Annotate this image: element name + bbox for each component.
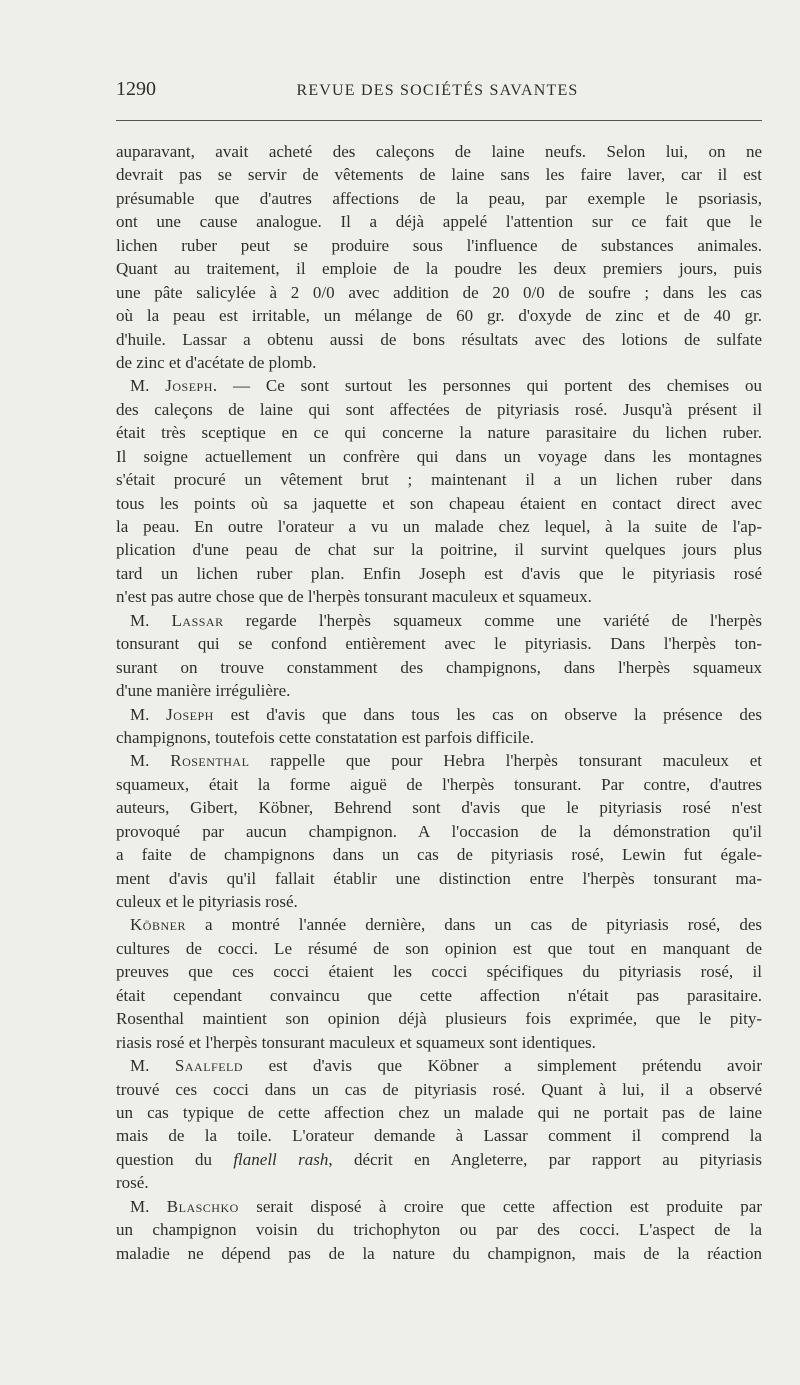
text-segment: de zinc et d'acétate de plomb.	[116, 352, 317, 372]
text-segment: rosé.	[116, 1173, 149, 1193]
speaker-name: Rosenthal	[170, 751, 250, 771]
speaker-name: Köbner	[130, 915, 186, 935]
text-line	[116, 679, 762, 702]
text-line	[116, 1148, 762, 1171]
text-segment: Rosenthal maintient son opinion déjà plusieurs fois exprimée, que le pity-	[116, 1009, 762, 1029]
text-segment: s'était procuré un vêtement brut ; maintenant il a un lichen ruber dans	[116, 470, 762, 490]
text-segment: une pâte salicylée à 2 0/0 avec addition de 20 0/0 de soufre ; dans les cas	[116, 282, 762, 302]
page-number: 1290	[116, 78, 156, 100]
text-line	[116, 796, 762, 819]
text-line	[116, 609, 762, 632]
paragraph	[116, 749, 762, 913]
text-line	[116, 1078, 762, 1101]
text-line	[116, 515, 762, 538]
text-segment: tard un lichen ruber plan. Enfin Joseph est d'avis que le pityriasis rosé	[116, 563, 762, 583]
text-segment: des caleçons de laine qui sont affectées de pityriasis rosé. Jusqu'à présent il	[116, 399, 762, 419]
text-line	[116, 1218, 762, 1241]
text-segment: squameux, était la forme aiguë de l'herpès tonsurant. Par contre, d'autres	[116, 774, 762, 794]
text-segment: regarde l'herpès squameux comme une variété de l'herpès	[223, 610, 762, 630]
text-line	[116, 1054, 762, 1077]
text-segment: est d'avis que Köbner a simplement prétendu avoir	[243, 1056, 762, 1076]
text-segment: est d'avis que dans tous les cas on observe la présence des	[213, 704, 762, 724]
text-line	[116, 492, 762, 515]
text-line	[116, 187, 762, 210]
text-segment: preuves que ces cocci étaient les cocci spécifiques du pityriasis rosé, il	[116, 962, 762, 982]
text-line	[116, 398, 762, 421]
text-segment: un cas typique de cette affection chez un malade qui ne portait pas de laine	[116, 1102, 762, 1122]
paragraph	[116, 913, 762, 1054]
text-segment: M.	[130, 751, 171, 771]
paragraph	[116, 703, 762, 750]
text-segment: n'est pas autre chose que de l'herpès tonsurant maculeux et squameux.	[116, 587, 592, 607]
text-line	[116, 960, 762, 983]
text-line	[116, 984, 762, 1007]
text-line	[116, 562, 762, 585]
text-line	[116, 163, 762, 186]
text-segment: un champignon voisin du trichophyton ou par des cocci. L'aspect de la	[116, 1220, 762, 1240]
text-segment: présumable que d'autres affections de la peau, par exemple le psoriasis,	[116, 188, 762, 208]
text-line	[116, 328, 762, 351]
body-text	[116, 140, 762, 1265]
paragraph	[116, 1195, 762, 1265]
text-segment: maladie ne dépend pas de la nature du champignon, mais de la réaction	[116, 1243, 762, 1263]
text-line	[116, 257, 762, 280]
text-segment: lichen ruber peut se produire sous l'influence de substances animales.	[116, 235, 762, 255]
text-segment: plication d'une peau de chat sur la poitrine, il survint quelques jours plus	[116, 540, 762, 560]
text-segment: Quant au traitement, il emploie de la poudre les deux premiers jours, puis	[116, 259, 762, 279]
text-segment: a montré l'année dernière, dans un cas de pityriasis rosé, des	[185, 915, 762, 935]
speaker-name: Joseph	[166, 704, 214, 724]
paragraph	[116, 609, 762, 703]
speaker-name: Joseph	[165, 376, 213, 396]
text-segment: Il soigne actuellement un confrère qui dans un voyage dans les montagnes	[116, 446, 762, 466]
text-segment: M.	[130, 1196, 167, 1216]
text-line	[116, 1031, 762, 1054]
text-segment: culeux et le pityriasis rosé.	[116, 892, 298, 911]
text-line	[116, 820, 762, 843]
speaker-name: Saalfeld	[174, 1056, 244, 1076]
text-segment: trouvé ces cocci dans un cas de pityriasis rosé. Quant à lui, il a observé	[116, 1079, 762, 1099]
text-segment: était très sceptique en ce qui concerne la nature parasitaire du lichen ruber.	[116, 423, 762, 443]
text-segment: auparavant, avait acheté des caleçons de laine neufs. Selon lui, on ne	[116, 142, 762, 161]
text-line	[116, 538, 762, 561]
text-segment: où la peau est irritable, un mélange de 60 gr. d'oxyde de zinc et de 40 gr.	[116, 306, 762, 326]
italic-term: flanell rash	[233, 1149, 329, 1169]
text-line	[116, 867, 762, 890]
text-segment: ment d'avis qu'il fallait établir une distinction entre l'herpès tonsurant ma-	[116, 868, 762, 888]
text-segment: . — Ce sont surtout les personnes qui portent des chemises ou	[212, 376, 762, 396]
text-segment: serait disposé à croire que cette affection est produite par	[238, 1196, 762, 1216]
text-line	[116, 656, 762, 679]
text-line	[116, 1007, 762, 1030]
text-segment: riasis rosé et l'herpès tonsurant maculeux et squameux sont identiques.	[116, 1032, 596, 1052]
text-line	[116, 703, 762, 726]
text-line	[116, 937, 762, 960]
text-line	[116, 1171, 762, 1194]
paragraph	[116, 1054, 762, 1195]
text-segment: était cependant convaincu que cette affection n'était pas parasitaire.	[116, 985, 762, 1005]
text-line	[116, 585, 762, 608]
text-segment: ont une cause analogue. Il a déjà appelé l'attention sur ce fait que le	[116, 212, 762, 232]
text-line	[116, 749, 762, 772]
text-segment: surant on trouve constamment des champignons, dans l'herpès squameux	[116, 657, 762, 677]
text-segment: , décrit en Angleterre, par rapport au pityriasis	[328, 1149, 762, 1169]
text-segment: M.	[130, 704, 167, 724]
text-segment: la peau. En outre l'orateur a vu un malade chez lequel, à la suite de l'ap-	[116, 517, 762, 536]
text-segment: tous les points où sa jaquette et son chapeau étaient en contact direct avec	[116, 493, 762, 513]
text-line	[116, 773, 762, 796]
speaker-name: Blaschko	[166, 1196, 239, 1216]
text-segment: M.	[130, 376, 166, 396]
text-line	[116, 210, 762, 233]
text-segment: rappelle que pour Hebra l'herpès tonsurant maculeux et	[249, 751, 762, 771]
header-rule	[116, 120, 762, 121]
text-segment: auteurs, Gibert, Köbner, Behrend sont d'avis que le pityriasis rosé n'est	[116, 798, 762, 818]
text-line	[116, 1195, 762, 1218]
text-line	[116, 632, 762, 655]
text-line	[116, 1101, 762, 1124]
text-segment: d'une manière irrégulière.	[116, 681, 291, 701]
text-segment: champignons, toutefois cette constatation est parfois difficile.	[116, 727, 534, 747]
text-line	[116, 421, 762, 444]
paragraph	[116, 140, 762, 374]
text-segment: tonsurant qui se confond entièrement avec le pityriasis. Dans l'herpès ton-	[116, 634, 762, 654]
text-segment: M.	[130, 1056, 175, 1076]
text-line	[116, 1124, 762, 1147]
text-segment: a faite de champignons dans un cas de pityriasis rosé, Lewin fut égale-	[116, 845, 762, 865]
text-segment: cultures de cocci. Le résumé de son opinion est que tout en manquant de	[116, 938, 762, 958]
text-segment: d'huile. Lassar a obtenu aussi de bons résultats avec des lotions de sulfate	[116, 329, 762, 349]
paragraph	[116, 374, 762, 608]
text-line	[116, 843, 762, 866]
text-line	[116, 726, 762, 749]
text-line	[116, 140, 762, 163]
text-line	[116, 281, 762, 304]
text-segment: devrait pas se servir de vêtements de laine sans les faire laver, car il est	[116, 165, 762, 185]
speaker-name: Lassar	[171, 610, 224, 630]
text-line	[116, 351, 762, 374]
text-line	[116, 913, 762, 936]
text-segment: question du	[116, 1149, 234, 1169]
text-line	[116, 890, 762, 913]
text-segment: mais de la toile. L'orateur demande à Lassar comment il comprend la	[116, 1126, 762, 1146]
text-segment: provoqué par aucun champignon. A l'occasion de la démonstration qu'il	[116, 821, 762, 841]
running-title: REVUE DES SOCIÉTÉS SAVANTES	[296, 82, 579, 99]
text-line	[116, 234, 762, 257]
text-line	[116, 468, 762, 491]
text-line	[116, 445, 762, 468]
text-line	[116, 1242, 762, 1265]
text-segment: M.	[130, 610, 172, 630]
text-line	[116, 374, 762, 397]
text-line	[116, 304, 762, 327]
